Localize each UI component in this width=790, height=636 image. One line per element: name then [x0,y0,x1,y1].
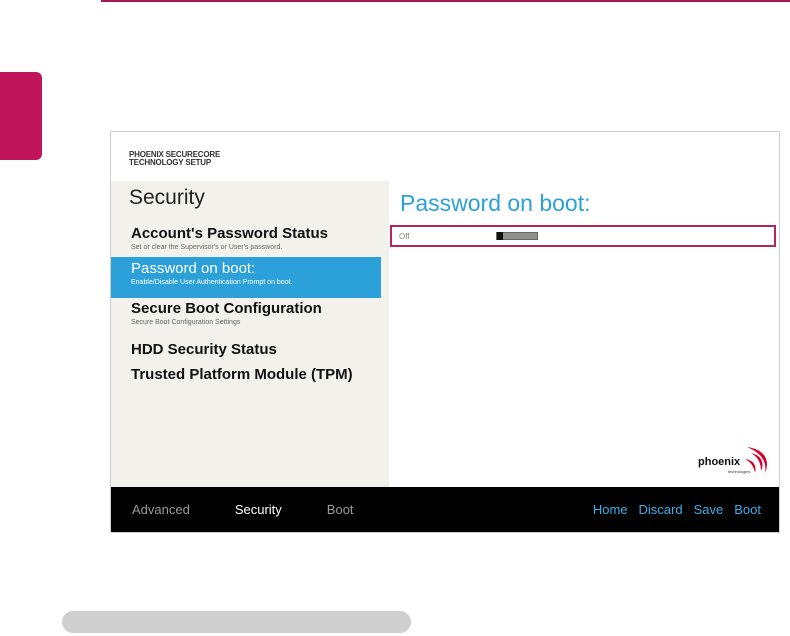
menu-item-label: Account's Password Status [131,225,328,242]
menu-item-label: Password on boot: [131,260,256,277]
menu-item-description: Enable/Disable User Authentication Prompt on boot. [131,279,293,286]
menu-item-description: Secure Boot Configuration Settings [131,319,241,326]
brand-line-1: PHOENIX SECURECORE [129,150,221,159]
logo-text: phoenix [698,456,741,468]
boot-button[interactable]: Boot [734,502,761,517]
bottom-navigation-bar [111,487,779,532]
menu-item-label: Trusted Platform Module (TPM) [131,366,353,383]
section-title: Security [129,186,205,209]
phoenix-logo [695,443,775,477]
password-on-boot-option[interactable] [390,225,776,247]
save-button[interactable]: Save [693,502,724,517]
toggle-thumb[interactable] [497,232,503,240]
brand-line-2: TECHNOLOGY SETUP [129,158,211,167]
password-on-boot-toggle[interactable] [496,232,538,240]
menu-item-account-password-status[interactable] [111,223,381,257]
side-tab-marker [0,72,42,160]
bottom-tabs [132,502,399,517]
logo-swoosh-icon [741,443,775,477]
menu-item-trusted-platform-module[interactable] [111,364,381,392]
security-menu [111,223,389,392]
tab-security[interactable]: Security [234,502,282,517]
menu-item-label: HDD Security Status [131,341,277,358]
menu-item-secure-boot-configuration[interactable] [111,298,381,336]
brand-title [129,151,220,167]
left-menu-panel [111,181,389,487]
menu-item-hdd-security-status[interactable] [111,336,381,364]
home-button[interactable]: Home [592,502,628,517]
top-divider [101,0,790,2]
bottom-pill-bar [62,611,411,633]
logo-subtext: technologies [728,469,751,474]
discard-button[interactable]: Discard [638,502,683,517]
tab-advanced[interactable]: Advanced [132,502,190,517]
menu-item-label: Secure Boot Configuration [131,300,322,317]
menu-item-description: Set or clear the Supervisor's or User's password. [131,244,283,251]
bios-setup-screen [110,131,780,533]
option-value: Off [399,232,410,241]
menu-item-password-on-boot[interactable] [111,257,381,298]
bottom-actions [593,502,761,517]
detail-title: Password on boot: [400,190,591,216]
tab-boot[interactable]: Boot [326,502,354,517]
